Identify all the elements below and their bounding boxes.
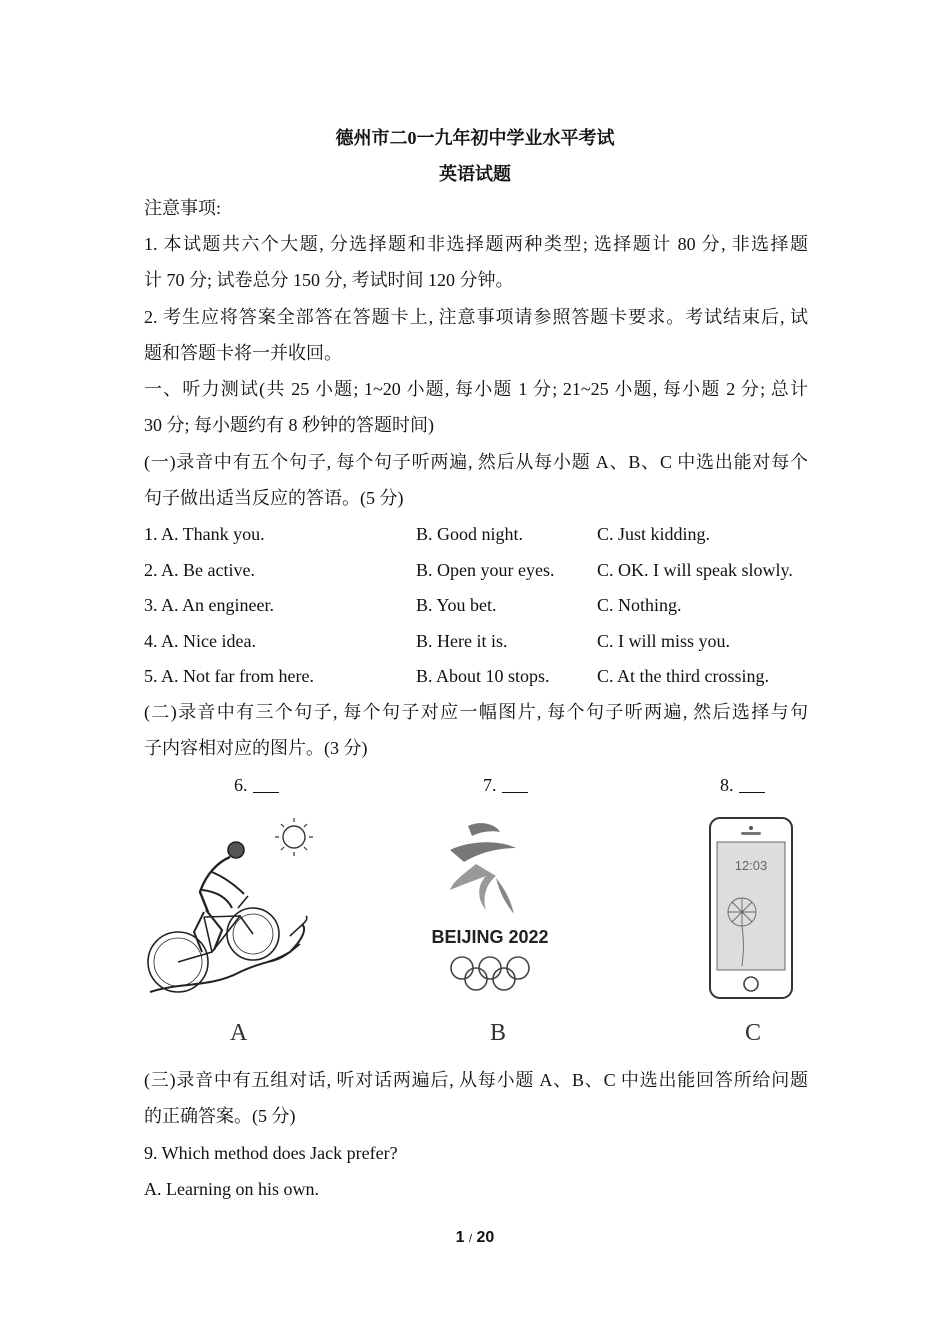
sun-icon bbox=[275, 818, 313, 856]
question-9: 9. Which method does Jack prefer? bbox=[144, 1143, 398, 1163]
option-b: B. About 10 stops. bbox=[416, 666, 550, 686]
option-b: B. Open your eyes. bbox=[416, 560, 555, 580]
part1-line1: (一)录音中有五个句子, 每个句子听两遍, 然后从每小题 A、B、C 中选出能对每个 bbox=[144, 452, 808, 472]
smartphone-picture bbox=[708, 816, 794, 1000]
current-page: 1 bbox=[455, 1229, 465, 1246]
option-a: 1. A. Thank you. bbox=[144, 524, 265, 544]
beijing-2022-picture bbox=[420, 818, 560, 998]
notice-2-line2: 题和答题卡将一并收回。 bbox=[144, 343, 342, 363]
picture-label-c: C bbox=[745, 1020, 762, 1046]
part3-line1: (三)录音中有五组对话, 听对话两遍后, 从每小题 A、B、C 中选出能回答所给问题 bbox=[144, 1070, 808, 1090]
section1-line2: 30 分; 每小题约有 8 秒钟的答题时间) bbox=[144, 415, 434, 435]
smartphone-icon bbox=[710, 818, 792, 998]
option-a: 5. A. Not far from here. bbox=[144, 666, 314, 686]
option-c: C. Just kidding. bbox=[597, 524, 711, 544]
beijing-2022-text: BEIJING 2022 bbox=[431, 927, 549, 947]
option-a: 3. A. An engineer. bbox=[144, 595, 274, 615]
option-c: C. I will miss you. bbox=[597, 631, 731, 651]
blank-line bbox=[253, 778, 279, 793]
blank-number: 6. bbox=[234, 775, 248, 795]
blank-number: 8. bbox=[720, 775, 734, 795]
total-pages: 20 bbox=[476, 1229, 495, 1246]
blank-line bbox=[502, 778, 528, 793]
option-c: C. OK. I will speak slowly. bbox=[597, 560, 793, 580]
beijing-emblem-icon bbox=[450, 823, 516, 914]
blank-line bbox=[739, 778, 765, 793]
answer-blank-6 bbox=[234, 773, 279, 797]
cyclist-icon bbox=[148, 842, 307, 992]
option-b: B. You bet. bbox=[416, 595, 497, 615]
cyclist-picture bbox=[140, 812, 340, 1002]
part2-line2: 子内容相对应的图片。(3 分) bbox=[144, 738, 368, 758]
option-c: C. At the third crossing. bbox=[597, 666, 769, 686]
option-b: B. Here it is. bbox=[416, 631, 508, 651]
notice-2-line1: 2. 考生应将答案全部答在答题卡上, 注意事项请参照答题卡要求。考试结束后, 试 bbox=[144, 307, 808, 327]
olympic-rings-icon bbox=[451, 957, 529, 990]
question-9-option-a: A. Learning on his own. bbox=[144, 1179, 319, 1199]
blank-number: 7. bbox=[483, 775, 497, 795]
part1-line2: 句子做出适当反应的答语。(5 分) bbox=[144, 488, 404, 508]
part3-line2: 的正确答案。(5 分) bbox=[144, 1106, 296, 1126]
page-separator: / bbox=[469, 1233, 473, 1245]
picture-label-a: A bbox=[230, 1020, 248, 1046]
notice-1-line1: 1. 本试题共六个大题, 分选择题和非选择题两种类型; 选择题计 80 分, 非选择题 bbox=[144, 234, 808, 254]
page-number bbox=[0, 1229, 950, 1247]
option-c: C. Nothing. bbox=[597, 595, 682, 615]
option-a: 2. A. Be active. bbox=[144, 560, 255, 580]
notice-1-line2: 计 70 分; 试卷总分 150 分, 考试时间 120 分钟。 bbox=[144, 270, 514, 290]
exam-subtitle: 英语试题 bbox=[439, 164, 511, 184]
section1-line1: 一、听力测试(共 25 小题; 1~20 小题, 每小题 1 分; 21~25 小题, 每小题 2 分; 总计 bbox=[144, 379, 808, 399]
answer-blank-7 bbox=[483, 773, 528, 797]
option-b: B. Good night. bbox=[416, 524, 524, 544]
answer-blank-8 bbox=[720, 773, 765, 797]
notice-heading: 注意事项: bbox=[144, 198, 222, 218]
phone-clock-text: 12:03 bbox=[734, 858, 768, 873]
exam-title: 德州市二0一九年初中学业水平考试 bbox=[335, 128, 615, 148]
part2-line1: (二)录音中有三个句子, 每个句子对应一幅图片, 每个句子听两遍, 然后选择与句 bbox=[144, 702, 808, 722]
option-a: 4. A. Nice idea. bbox=[144, 631, 256, 651]
picture-label-b: B bbox=[490, 1020, 507, 1046]
